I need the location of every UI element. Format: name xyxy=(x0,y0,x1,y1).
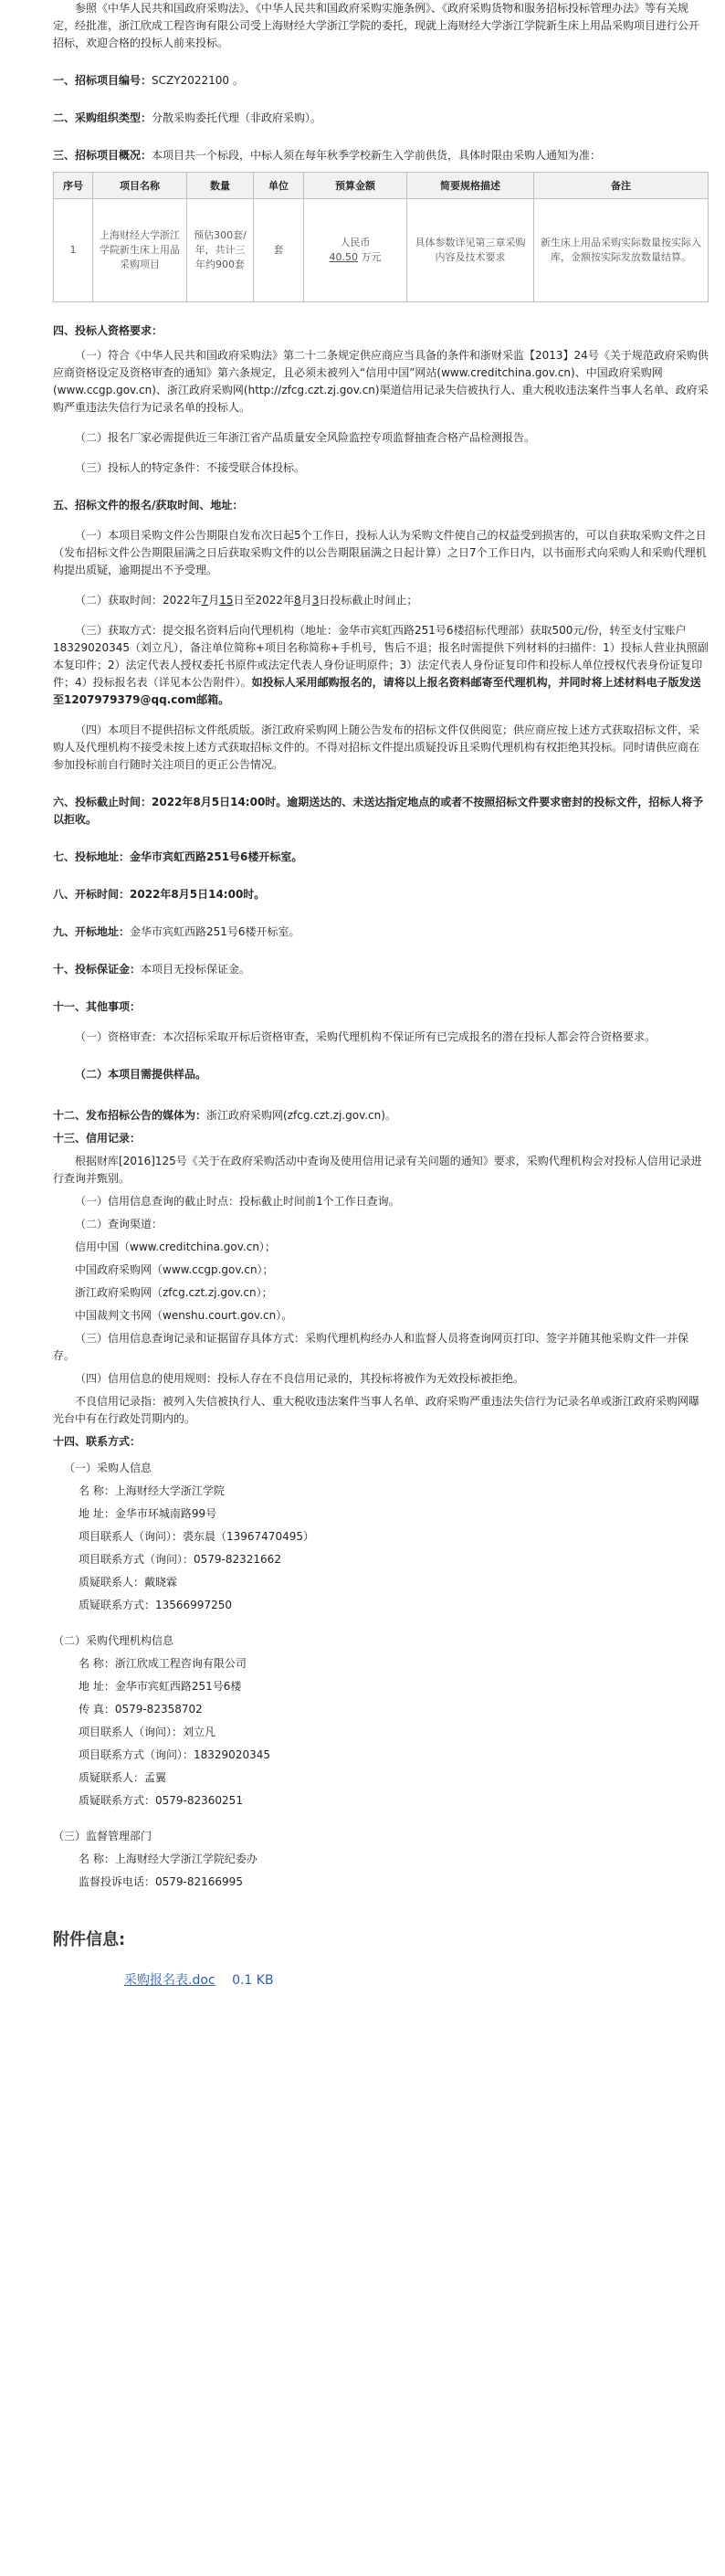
credit-usage-rule: （四）信用信息的使用规则：投标人存在不良信用记录的，其投标将被作为无效投标被拒绝。 xyxy=(75,1372,525,1385)
section-2-heading: 二、采购组织类型：分散采购委托代理（非政府采购）。 xyxy=(53,111,322,124)
intro-paragraph: 参照《中华人民共和国政府采购法》、《中华人民共和国政府采购实施条例》、《政府采购货物和服务招标投标管理办法》等有关规定，经批准，浙江欣成工程咨询有限公司受上海财经大学浙江学院的委托，现就上海财经大学浙江学院新生床上用品采购项目进行公开招标，欢迎合格的投标人前来投标。 xyxy=(53,2,700,49)
section-7-heading: 七、投标地址：金华市宾虹西路251号6楼开标室。 xyxy=(53,850,303,863)
attachment-title: 附件信息: xyxy=(53,1930,126,1949)
section-14-heading: 十四、联系方式： xyxy=(53,1435,142,1448)
contact-line: 项目联系方式（询问）：18329020345 xyxy=(79,1748,270,1761)
acquisition-method: （三）获取方式：提交报名资料后向代理机构（地址：金华市宾虹西路251号6楼招标代理部）获取500元/份，转至支付宝账户18329020345（刘立凡），备注单位简称+项目名称简称+手机号，售后不退；报名时需提供下列材料的扫描件：1）投标人营业执照副本复印件；2）法定代表人授权委托书原件或法定代表人身份证明原件；3）法定代表人身份证复印件和投标人单位授权代表身份证复印件；4）投标报名表（详见本公告附件）。如投标人采用邮购报名的，请将以上报名资料邮寄至代理机构，并同时将上述材料电子版发送至1207979379@qq.com邮箱。 xyxy=(53,624,709,706)
credit-record-keeping: （三）信用信息查询记录和证据留存具体方式：采购代理机构经办人和监督人员将查询网页打印、签字并随其他采购文件一并保存。 xyxy=(53,1332,689,1362)
contact-line: 质疑联系人：戴晓霖 xyxy=(79,1576,178,1589)
section-5-heading: 五、招标文件的报名/获取时间、地址： xyxy=(53,499,244,512)
contact-line: 地 址：金华市宾虹西路251号6楼 xyxy=(79,1680,242,1693)
table-cell-spec: 具体参数详见第三章采购内容及技术要求 xyxy=(407,199,534,302)
table-cell-unit: 套 xyxy=(254,199,304,302)
document-period: （一）本项目采购文件公告期限自发布次日起5个工作日，投标人认为采购文件使自己的权益受到损害的，可以自获取采购文件之日（发布招标文件公告期限届满之日后获取采购文件的以公告期限届满之日起计算）之日7个工作日内，以书面形式向采购人和采购代理机构提出质疑，逾期提出不予受理。 xyxy=(53,529,707,576)
contact-line: 地 址：金华市环城南路99号 xyxy=(79,1507,217,1520)
contact-line: 项目联系人（询问）：裘东晨（13967470495） xyxy=(79,1530,314,1543)
paper-copy-note: （四）本项目不提供招标文件纸质版。浙江政府采购网上随公告发布的招标文件仅供阅览；供应商应按上述方式获取招标文件，采购人及代理机构不接受未按上述方式获取招标文件的。不得对招标文件提出质疑投诉且采购代理机构有权拒绝其投标。同时请供应商在参加投标前自行随时关注项目的更正公告情况。 xyxy=(53,723,700,771)
credit-query-channels: （二）查询渠道： xyxy=(75,1218,163,1230)
budget-amount: 40.50 xyxy=(329,251,358,263)
table-cell-budget: 人民币 40.50 万元 xyxy=(304,199,407,302)
qualification-3: （三）投标人的特定条件：不接受联合体投标。 xyxy=(75,461,306,474)
credit-record-basis: 根据财库[2016]125号《关于在政府采购活动中查询及使用信用记录有关问题的通知》要求，采购代理机构会对投标人信用记录进行查询并甄别。 xyxy=(53,1155,702,1185)
attachment-row xyxy=(53,1972,709,1990)
table-header: 数量 xyxy=(187,173,254,199)
channel-item: 浙江政府采购网（zfcg.czt.zj.gov.cn）； xyxy=(75,1286,273,1299)
acquisition-time: （二）获取时间：2022年7月15日至2022年8月3日投标截止时间止； xyxy=(75,594,418,607)
procurement-type: 分散采购委托代理（非政府采购）。 xyxy=(152,111,322,124)
project-number: SCZY2022100 。 xyxy=(152,74,244,87)
project-table xyxy=(53,172,709,302)
table-header: 备注 xyxy=(534,173,709,199)
credit-query-time: （一）信用信息查询的截止时点：投标截止时间前1个工作日查询。 xyxy=(75,1195,400,1208)
other-matters-1: （一）资格审查：本次招标采取开标后资格审查，采购代理机构不保证所有已完成报名的潜在投标人都会符合资格要求。 xyxy=(75,1030,657,1043)
section-9-heading: 九、开标地址：金华市宾虹西路251号6楼开标室。 xyxy=(53,925,300,938)
contact-line: 传 真：0579-82358702 xyxy=(79,1703,203,1716)
contact-line: 质疑联系人：孟翼 xyxy=(79,1771,167,1784)
contact-line: 名 称：上海财经大学浙江学院 xyxy=(79,1484,225,1497)
section-8-heading: 八、开标时间：2022年8月5日14:00时。 xyxy=(53,888,266,901)
attachment-link[interactable]: 采购报名表.doc xyxy=(124,1973,215,1988)
section-13-heading: 十三、信用记录： xyxy=(53,1132,142,1145)
table-cell-name: 上海财经大学浙江学院新生床上用品采购项目 xyxy=(93,199,187,302)
table-header: 序号 xyxy=(54,173,93,199)
contact-line: 名 称：浙江欣成工程咨询有限公司 xyxy=(79,1657,247,1670)
contact-line: 监督投诉电话：0579-82166995 xyxy=(79,1875,243,1888)
table-header-row xyxy=(54,173,709,199)
channel-item: 信用中国（www.creditchina.gov.cn）； xyxy=(75,1240,276,1253)
project-overview: 本项目共一个标段，中标人须在每年秋季学校新生入学前供货，具体时限由采购人通知为准： xyxy=(152,149,602,162)
table-cell-qty: 预估300套/年，共计三年约900套 xyxy=(187,199,254,302)
contact-line: 质疑联系方式：0579-82360251 xyxy=(79,1794,243,1807)
announcement-document xyxy=(53,0,709,1990)
mail-registration-note: 如投标人采用邮购报名的，请将以上报名资料邮寄至代理机构，并同时将上述材料电子版发送至1207979379@qq.com邮箱。 xyxy=(53,676,701,706)
section-4-heading: 四、投标人资格要求： xyxy=(53,324,163,337)
table-header: 简要规格描述 xyxy=(407,173,534,199)
table-row xyxy=(54,199,709,302)
channel-item: 中国裁判文书网（wenshu.court.gov.cn）。 xyxy=(75,1309,293,1322)
table-cell-no: 1 xyxy=(54,199,93,302)
table-header: 单位 xyxy=(254,173,304,199)
section-11-heading: 十一、其他事项： xyxy=(53,1000,142,1013)
qualification-2: （二）报名厂家必需提供近三年浙江省产品质量安全风险监控专项监督抽查合格产品检测报告。 xyxy=(75,431,536,444)
contact-line: 项目联系人（询问）：刘立凡 xyxy=(79,1726,216,1738)
qualification-1: （一）符合《中华人民共和国政府采购法》第二十二条规定供应商应当具备的条件和浙财采监【2013】24号《关于规范政府采购供应商资格设定及资格审查的通知》第六条规定，且必须未被列入“信用中国”网站(www.creditchina.gov.cn)、中国政府采购网(www.ccgp.gov.cn)、浙江政府采购网(http://zfcg.czt.zj.gov.cn)渠道信用记录失信被执行人、重大税收违法案件当事人名单、政府采购严重违法失信行为记录名单的投标人。 xyxy=(53,349,709,414)
section-1-heading: 一、招标项目编号：SCZY2022100 。 xyxy=(53,74,244,87)
section-3-heading: 三、招标项目概况：本项目共一个标段，中标人须在每年秋季学校新生入学前供货，具体时限由采购人通知为准： xyxy=(53,149,602,162)
buyer-info-heading: （一）采购人信息 xyxy=(64,1462,152,1474)
section-6-heading: 六、投标截止时间：2022年8月5日14:00时。逾期送达的、未送达指定地点的或者不按照招标文件要求密封的投标文件，招标人将予以拒收。 xyxy=(53,796,704,826)
table-header: 项目名称 xyxy=(93,173,187,199)
section-12-heading: 十二、发布招标公告的媒体为：浙江政府采购网(zfcg.czt.zj.gov.cn)。 xyxy=(53,1109,396,1122)
channel-item: 中国政府采购网（www.ccgp.gov.cn）； xyxy=(75,1263,274,1276)
contact-line: 质疑联系方式：13566997250 xyxy=(79,1599,232,1611)
attachment-size: 0.1 KB xyxy=(232,1973,274,1988)
bad-credit-definition: 不良信用记录指：被列入失信被执行人、重大税收违法案件当事人名单、政府采购严重违法失信行为记录名单或浙江政府采购网曝光台中有在行政处罚期内的。 xyxy=(53,1395,700,1425)
contact-line: 名 称：上海财经大学浙江学院纪委办 xyxy=(79,1853,257,1865)
table-header: 预算金额 xyxy=(304,173,407,199)
agent-info-heading: （二）采购代理机构信息 xyxy=(53,1634,174,1647)
table-cell-note: 新生床上用品采购实际数量按实际入库，金额按实际发放数量结算。 xyxy=(534,199,709,302)
supervisor-heading: （三）监督管理部门 xyxy=(53,1830,152,1842)
other-matters-2: （二）本项目需提供样品。 xyxy=(75,1068,207,1081)
contact-line: 项目联系方式（询问）：0579-82321662 xyxy=(79,1553,281,1566)
section-10-heading: 十、投标保证金：本项目无投标保证金。 xyxy=(53,963,251,976)
